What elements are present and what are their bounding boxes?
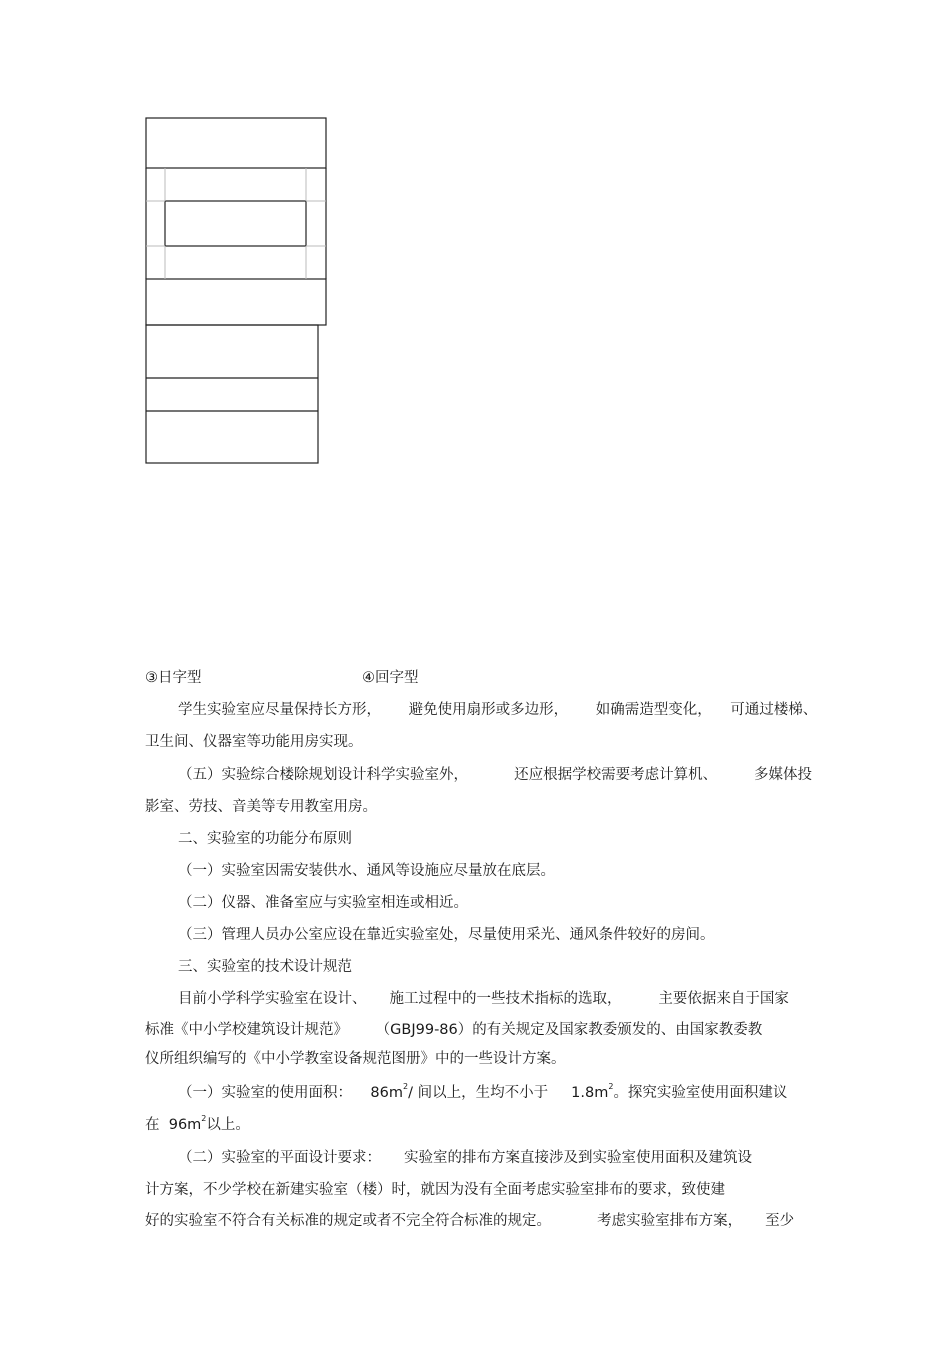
section-heading-3: 三、实验室的技术设计规范 — [178, 959, 352, 975]
area2-sup: 2 — [201, 1114, 207, 1123]
paragraph-five-line2: 影室、劳技、音美等专用教室用房。 — [145, 799, 377, 815]
paragraph-tech-line2: 标准《中小学校建筑设计规范》 （GBJ99-86）的有关规定及国家教委颁发的、由国家教委教 — [145, 1022, 763, 1038]
area2-text-a: 在 96m — [145, 1117, 202, 1133]
list-item-1: （一）实验室因需安装供水、通风等设施应尽量放在底层。 — [178, 863, 555, 879]
paragraph-plan-line3: 好的实验室不符合有关标准的规定或者不完全符合标准的规定。 考虑实验室排布方案， 至少 — [145, 1213, 795, 1229]
outer-block-bottom — [146, 279, 326, 325]
outer-block-top — [146, 118, 326, 168]
inner-courtyard — [165, 201, 306, 246]
paragraph-plan-line1: （二）实验室的平面设计要求： 实验室的排布方案直接涉及到实验室使用面积及建筑设 — [178, 1150, 753, 1166]
paragraph-tech-line1: 目前小学科学实验室在设计、 施工过程中的一些技术指标的选取， 主要依据来自于国家 — [178, 991, 789, 1007]
building-layout-figure — [0, 0, 950, 480]
area-sup-1: 2 — [403, 1082, 409, 1091]
paragraph-plan-line2: 计方案，不少学校在新建实验室（楼）时，就因为没有全面考虑实验室排布的要求，致使建 — [145, 1182, 725, 1198]
figure-caption-hui: ④回字型 — [362, 670, 419, 686]
paragraph-five-line1: （五）实验综合楼除规划设计科学实验室外， 还应根据学校需要考虑计算机、 多媒体投 — [178, 767, 812, 783]
paragraph-shape-line2: 卫生间、仪器室等功能用房实现。 — [145, 734, 363, 750]
figure-caption-ri: ③日字型 — [145, 670, 202, 686]
list-item-3: （三）管理人员办公室应设在靠近实验室处，尽量使用采光、通风条件较好的房间。 — [178, 927, 715, 943]
section-heading-2: 二、实验室的功能分布原则 — [178, 831, 352, 847]
ri-block — [146, 325, 318, 463]
area-sup-2: 2 — [608, 1082, 614, 1091]
paragraph-tech-line3: 仪所组织编写的《中小学教室设备规范图册》中的一些设计方案。 — [145, 1051, 566, 1067]
paragraph-area-line1 — [178, 1083, 787, 1103]
area-text-c: 。探究实验室使用面积建议 — [613, 1085, 788, 1101]
paragraph-area-line2 — [145, 1115, 250, 1135]
area-text-a: （一）实验室的使用面积： 86m — [178, 1085, 404, 1101]
list-item-2: （二）仪器、准备室应与实验室相连或相近。 — [178, 895, 468, 911]
paragraph-shape-line1: 学生实验室应尽量保持长方形， 避免使用扇形或多边形， 如确需造型变化， 可通过楼梯、 — [178, 702, 818, 718]
area-text-b: / 间以上，生均不小于 1.8m — [408, 1085, 609, 1101]
area2-text-b: 以上。 — [206, 1117, 250, 1133]
